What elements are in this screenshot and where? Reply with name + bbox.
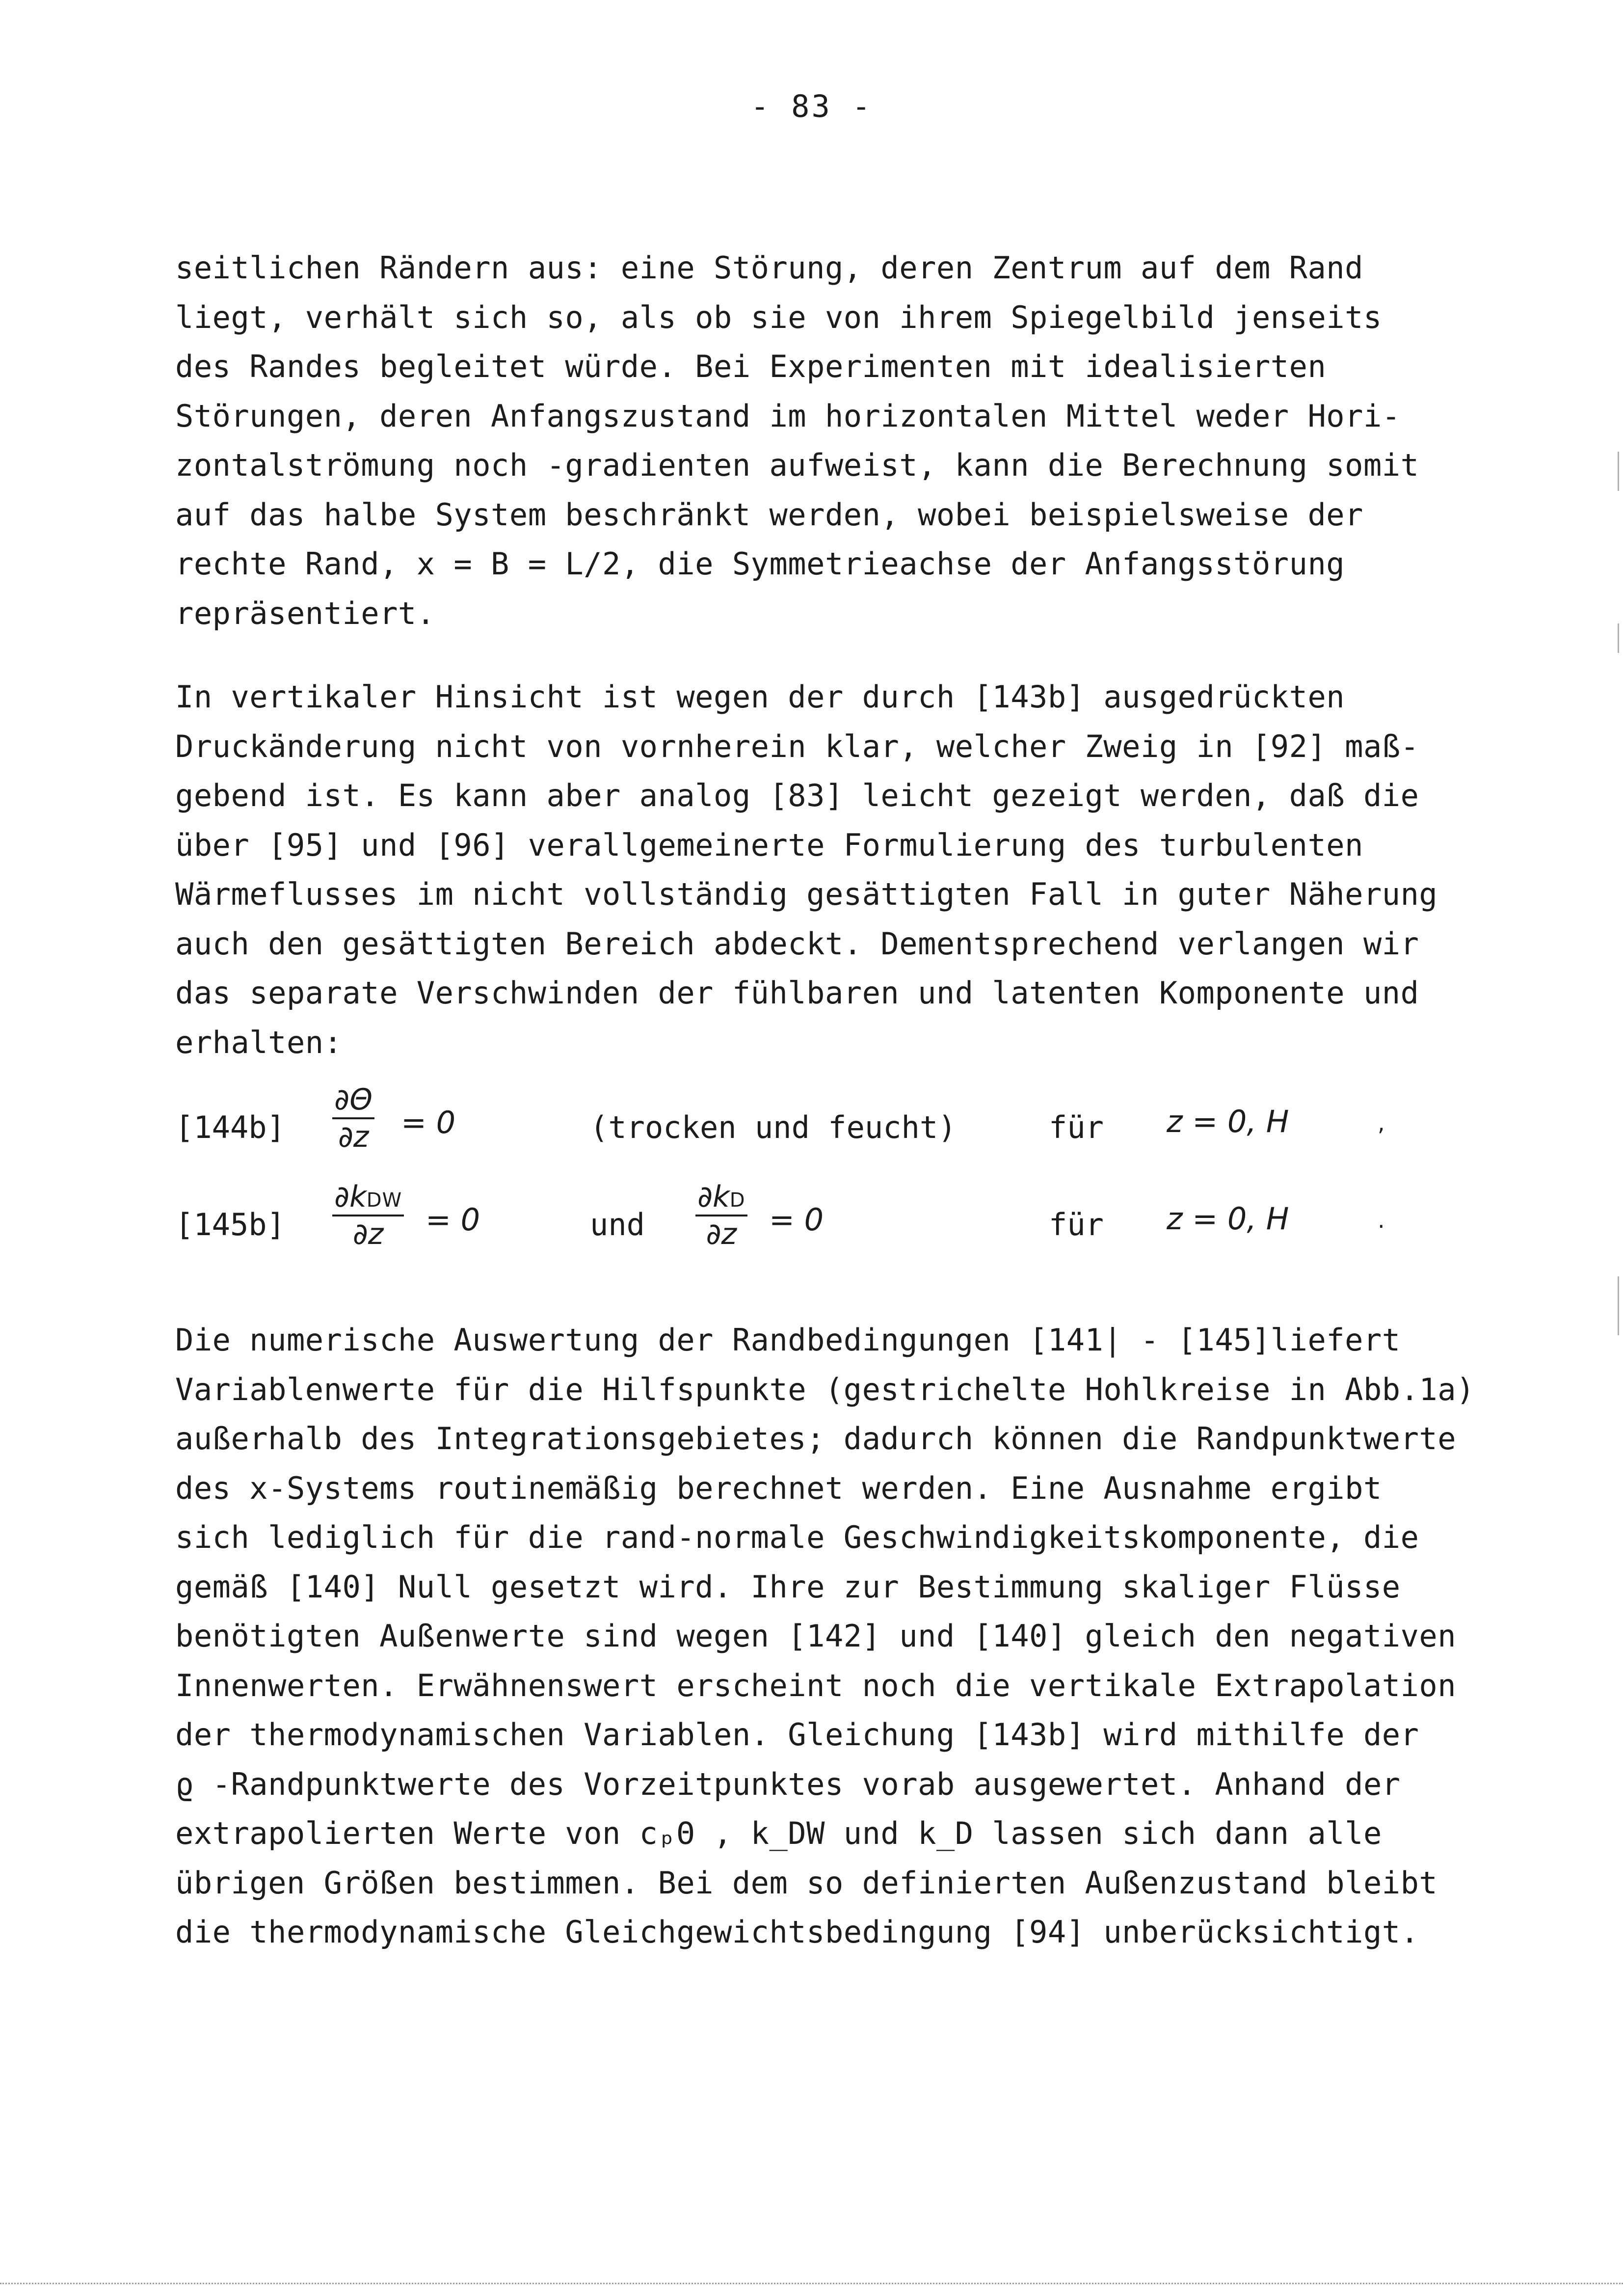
text-line: benötigten Außenwerte sind wegen [142] und [140] gleich den negativen — [175, 1618, 1457, 1654]
partial-derivative-fraction — [332, 1082, 374, 1154]
text-line: Wärmeflusses im nicht vollständig gesättigten Fall in guter Näherung — [175, 876, 1438, 912]
text-line: ϱ -Randpunktwerte des Vorzeitpunktes vorab ausgewertet. Anhand der — [175, 1766, 1401, 1802]
equation-punctuation: , — [1378, 1109, 1385, 1136]
text-line: der thermodynamischen Variablen. Gleichung [143b] wird mithilfe der — [175, 1717, 1419, 1753]
text-line: liegt, verhält sich so, als ob sie von ihrem Spiegelbild jenseits — [175, 299, 1382, 335]
equation-label: [145b] — [175, 1207, 285, 1243]
numerator-subscript: DW — [366, 1189, 402, 1212]
text-line: gemäß [140] Null gesetzt wird. Ihre zur Bestimmung skaliger Flüsse — [175, 1568, 1401, 1605]
equation-and: und — [590, 1207, 645, 1243]
partial-derivative-fraction-2 — [695, 1182, 747, 1249]
fraction-numerator — [695, 1182, 747, 1216]
equation-for: für — [1049, 1207, 1104, 1243]
numerator-symbol: ∂k — [334, 1180, 367, 1214]
fraction-numerator: ∂Θ — [332, 1085, 374, 1119]
equation-note: (trocken und feucht) — [590, 1109, 957, 1145]
text-line: des x-Systems routinemäßig berechnet werden. Eine Ausnahme ergibt — [175, 1470, 1382, 1506]
text-line: zontalströmung noch -gradienten aufweist, kann die Berechnung somit — [175, 447, 1419, 483]
scan-edge-mark — [1618, 1276, 1619, 1335]
equation-145b — [175, 1182, 1500, 1266]
numerator-subscript: D — [729, 1189, 745, 1212]
text-line: erhalten: — [175, 1024, 343, 1060]
paragraph-2 — [175, 673, 1549, 1067]
text-line: Druckänderung nicht von vornherein klar, welcher Zweig in [92] maß- — [175, 728, 1419, 764]
text-line: gebend ist. Es kann aber analog [83] leicht gezeigt werden, daß die — [175, 778, 1419, 813]
numerator-symbol: ∂k — [697, 1180, 730, 1214]
partial-derivative-fraction — [332, 1182, 404, 1249]
equation-rhs-2: = 0 — [769, 1202, 824, 1238]
equation-for: für — [1049, 1109, 1104, 1145]
text-line: das separate Verschwinden der fühlbaren und latenten Komponente und — [175, 975, 1419, 1011]
fraction-denominator: ∂z — [352, 1217, 384, 1251]
text-line: rechte Rand, x = B = L/2, die Symmetrieachse der Anfangsstörung — [175, 546, 1345, 582]
text-line: seitlichen Rändern aus: eine Störung, deren Zentrum auf dem Rand — [175, 250, 1363, 286]
text-line: über [95] und [96] verallgemeinerte Formulierung des turbulenten — [175, 827, 1363, 863]
equation-rhs: = 0 — [401, 1105, 456, 1140]
scan-bottom-edge — [0, 2283, 1623, 2284]
text-line: auf das halbe System beschränkt werden, wobei beispielsweise der — [175, 496, 1363, 533]
text-line: sich lediglich für die rand-normale Geschwindigkeitskomponente, die — [175, 1519, 1419, 1555]
equation-label: [144b] — [175, 1109, 285, 1145]
text-line: die thermodynamische Gleichgewichtsbedingung [94] unberücksichtigt. — [175, 1914, 1419, 1950]
text-line: Die numerische Auswertung der Randbedingungen [141| - [145]liefert — [175, 1322, 1401, 1358]
text-line: In vertikaler Hinsicht ist wegen der durch [143b] ausgedrückten — [175, 679, 1345, 715]
text-line: Variablenwerte für die Hilfspunkte (gestrichelte Hohlkreise in Abb.1a) — [175, 1371, 1475, 1407]
fraction-denominator: ∂z — [338, 1120, 369, 1154]
text-line: außerhalb des Integrationsgebietes; dadurch können die Randpunktwerte — [175, 1421, 1457, 1457]
text-line: des Randes begleitet würde. Bei Experimenten mit idealisierten — [175, 349, 1327, 384]
equation-condition: z = 0, H — [1167, 1201, 1289, 1237]
scan-edge-mark — [1618, 452, 1619, 491]
text-line: extrapolierten Werte von cₚΘ , k_DW und k_D lassen sich dann alle — [175, 1815, 1382, 1851]
equation-punctuation: . — [1378, 1207, 1385, 1233]
paragraph-1 — [175, 243, 1549, 638]
text-line: repräsentiert. — [175, 595, 435, 631]
equation-144b — [175, 1082, 1500, 1168]
fraction-numerator — [332, 1182, 404, 1216]
fraction-denominator: ∂z — [706, 1217, 737, 1251]
paragraph-3 — [175, 1316, 1549, 1957]
text-line: Störungen, deren Anfangszustand im horizontalen Mittel weder Hori- — [175, 398, 1401, 434]
text-line: auch den gesättigten Bereich abdeckt. Dementsprechend verlangen wir — [175, 925, 1419, 962]
page-number: - 83 - — [750, 88, 873, 124]
scan-edge-mark — [1618, 623, 1619, 653]
text-line: Innenwerten. Erwähnenswert erscheint noch die vertikale Extrapolation — [175, 1667, 1457, 1703]
equation-condition: z = 0, H — [1167, 1104, 1289, 1139]
equation-rhs: = 0 — [426, 1202, 480, 1238]
text-line: übrigen Größen bestimmen. Bei dem so definierten Außenzustand bleibt — [175, 1864, 1438, 1901]
